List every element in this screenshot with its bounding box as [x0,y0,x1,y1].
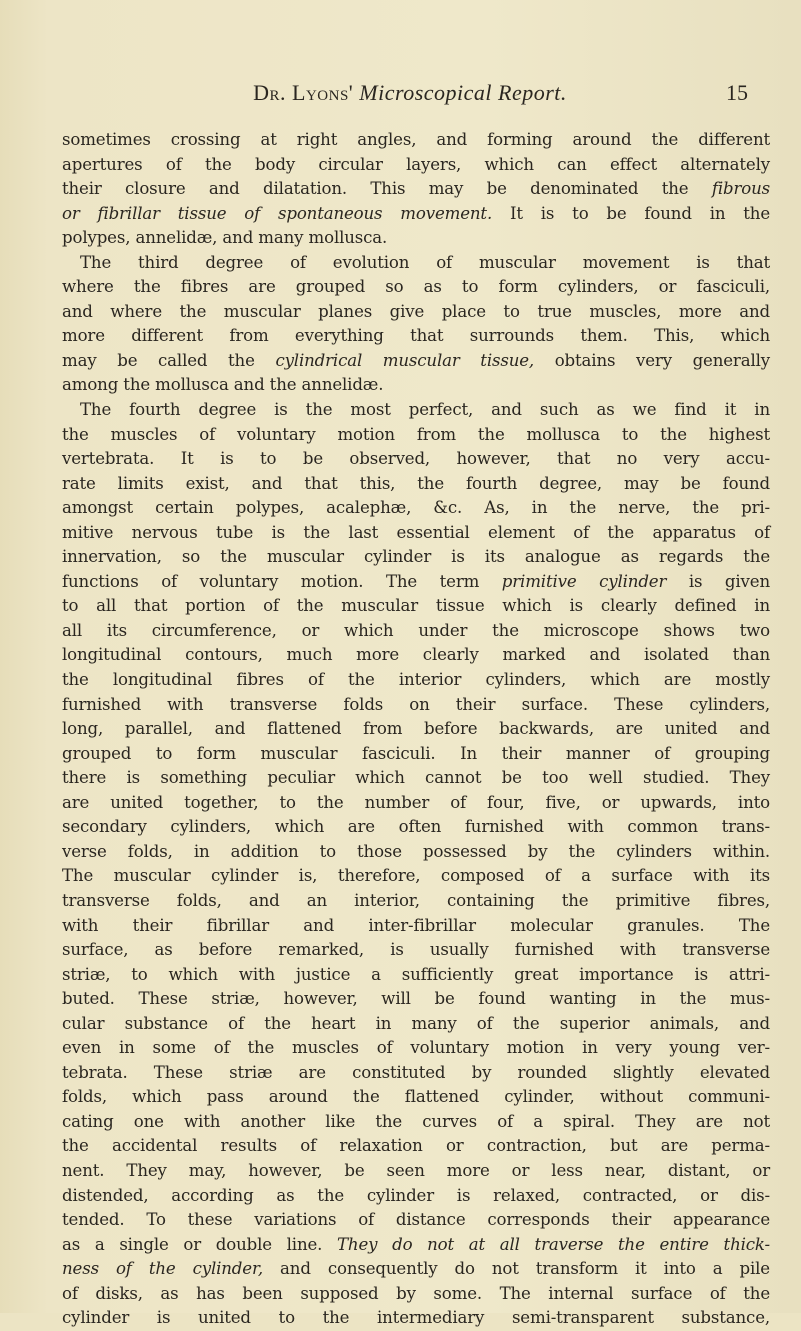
text-line [62,717,770,742]
text-line [62,300,770,325]
running-head [60,80,760,110]
text-line [62,840,770,865]
text-run: with their fibrillar and inter-fibrillar molecular granules. The [62,915,770,935]
text-line [62,423,770,448]
text-run: polypes, annelidæ, and many mollusca. [62,228,388,248]
text-run: is given [666,571,770,591]
text-line [62,398,770,423]
text-run: sometimes crossing at right angles, and forming around the different [62,130,770,149]
text-line [62,815,770,840]
text-run: cular substance of the heart in many of the superior animals, and [62,1013,770,1033]
text-run: buted. These striæ, however, will be found wanting in the mus- [62,989,770,1009]
text-line [62,889,770,914]
text-run: folds, which pass around the flattened cylinder, without communi- [62,1087,770,1107]
text-run: and consequently do not transform it into a pile [263,1259,770,1279]
text-run: apertures of the body circular layers, which can effect alternately [62,154,770,174]
text-line [62,545,770,570]
text-line [62,324,770,349]
text-run: the accidental results of relaxation or contraction, but are perma- [62,1136,770,1156]
running-title-author: Dr. Lyons' [253,80,354,105]
body-text [62,128,770,1331]
text-line [62,1282,770,1307]
text-line [62,594,770,619]
text-line [62,447,770,472]
text-run: their closure and dilatation. This may be denominated the [62,179,712,199]
text-line [62,1061,770,1086]
text-line [62,177,770,202]
text-run: The third degree of evolution of muscular movement is that [80,252,770,272]
text-line [62,349,770,374]
text-run: there is something peculiar which cannot be too well studied. They [62,768,770,788]
text-line [62,521,770,546]
italic-text-run: cylindrical muscular tissue, [275,350,535,370]
text-run: functions of voluntary motion. The term [62,571,502,591]
italic-text-run: primitive cylinder [501,571,667,591]
text-line [62,987,770,1012]
text-line [62,226,770,251]
text-run: cylinder is united to the intermediary semi-transparent substance, [62,1308,770,1328]
text-run: of disks, as has been supposed by some. The internal surface of the [62,1283,770,1303]
text-run: even in some of the muscles of voluntary motion in very young ver- [62,1038,770,1058]
text-line [62,1134,770,1159]
text-run: grouped to form muscular fasciculi. In their manner of grouping [62,743,770,763]
text-line [62,963,770,988]
text-run: and where the muscular planes give place to true muscles, more and [62,301,770,321]
text-line [62,251,770,276]
text-run: cating one with another like the curves of a spiral. They are not [62,1111,770,1131]
text-line [62,202,770,227]
text-run: tended. To these variations of distance corresponds their appearance [62,1210,770,1230]
text-run: The fourth degree is the most perfect, and such as we find it in [80,400,770,420]
text-line [62,938,770,963]
text-line [62,643,770,668]
text-run: surface, as before remarked, is usually furnished with transverse [62,940,770,960]
text-run: mitive nervous tube is the last essential element of the apparatus of [62,522,770,542]
text-line [62,668,770,693]
text-line [62,472,770,497]
text-line [62,1208,770,1233]
text-run: all its circumference, or which under the microscope shows two [62,620,770,640]
italic-text-run: They do not at all traverse the entire thick- [337,1234,770,1254]
italic-text-run: fibrous [711,179,770,199]
running-title [60,80,760,106]
text-run: the longitudinal fibres of the interior cylinders, which are mostly [62,670,770,690]
text-run: rate limits exist, and that this, the fourth degree, may be found [62,473,770,493]
text-run: are united together, to the number of four, five, or upwards, into [62,792,770,812]
text-run: tebrata. These striæ are constituted by rounded slightly elevated [62,1062,770,1082]
text-run: among the mollusca and the annelidæ. [62,375,384,395]
text-run: verse folds, in addition to those possessed by the cylinders within. [62,841,770,861]
italic-text-run: ness of the cylinder, [62,1259,264,1279]
text-run: long, parallel, and flattened from before backwards, are united and [62,719,770,739]
text-run: vertebrata. It is to be observed, however, that no very accu- [62,449,770,469]
text-line [62,1110,770,1135]
page-number: 15 [726,80,748,105]
text-line [62,914,770,939]
text-line [62,496,770,521]
text-line [62,742,770,767]
text-run: may be called the [62,350,276,370]
text-line [62,275,770,300]
running-title-italic: Microscopical Report. [359,80,567,105]
text-line [62,153,770,178]
text-run: secondary cylinders, which are often furnished with common trans- [62,817,770,837]
text-line [62,1306,770,1331]
text-line [62,570,770,595]
text-run: more different from everything that surrounds them. This, which [62,326,770,346]
text-run: the muscles of voluntary motion from the mollusca to the highest [62,424,770,444]
text-line [62,864,770,889]
text-run: striæ, to which with justice a sufficiently great importance is attri- [62,964,770,984]
text-line [62,791,770,816]
text-run: amongst certain polypes, acalephæ, &c. As, in the nerve, the pri- [62,498,770,518]
text-run: longitudinal contours, much more clearly marked and isolated than [62,645,770,665]
text-run: innervation, so the muscular cylinder is its analogue as regards the [62,547,770,567]
text-run: furnished with transverse folds on their surface. These cylinders, [62,694,770,714]
text-run: nent. They may, however, be seen more or less near, distant, or [62,1160,770,1180]
text-run: distended, according as the cylinder is relaxed, contracted, or dis- [62,1185,770,1205]
text-line [62,619,770,644]
text-line [62,1233,770,1258]
text-line [62,1036,770,1061]
text-run: obtains very generally [534,350,770,370]
text-line [62,693,770,718]
text-run: It is to be found in the [492,203,771,223]
text-run: The muscular cylinder is, therefore, composed of a surface with its [62,866,770,886]
text-run: where the fibres are grouped so as to form cylinders, or fasciculi, [62,277,770,297]
text-run: transverse folds, and an interior, containing the primitive fibres, [62,890,770,910]
italic-text-run: or fibrillar tissue of spontaneous movement. [62,203,493,223]
text-line [62,1159,770,1184]
text-line [62,766,770,791]
text-run: as a single or double line. [62,1234,338,1254]
text-line [62,373,770,398]
text-line [62,1184,770,1209]
text-line [62,128,770,153]
text-run: to all that portion of the muscular tissue which is clearly defined in [62,596,770,616]
text-line [62,1257,770,1282]
text-line [62,1085,770,1110]
text-line [62,1012,770,1037]
